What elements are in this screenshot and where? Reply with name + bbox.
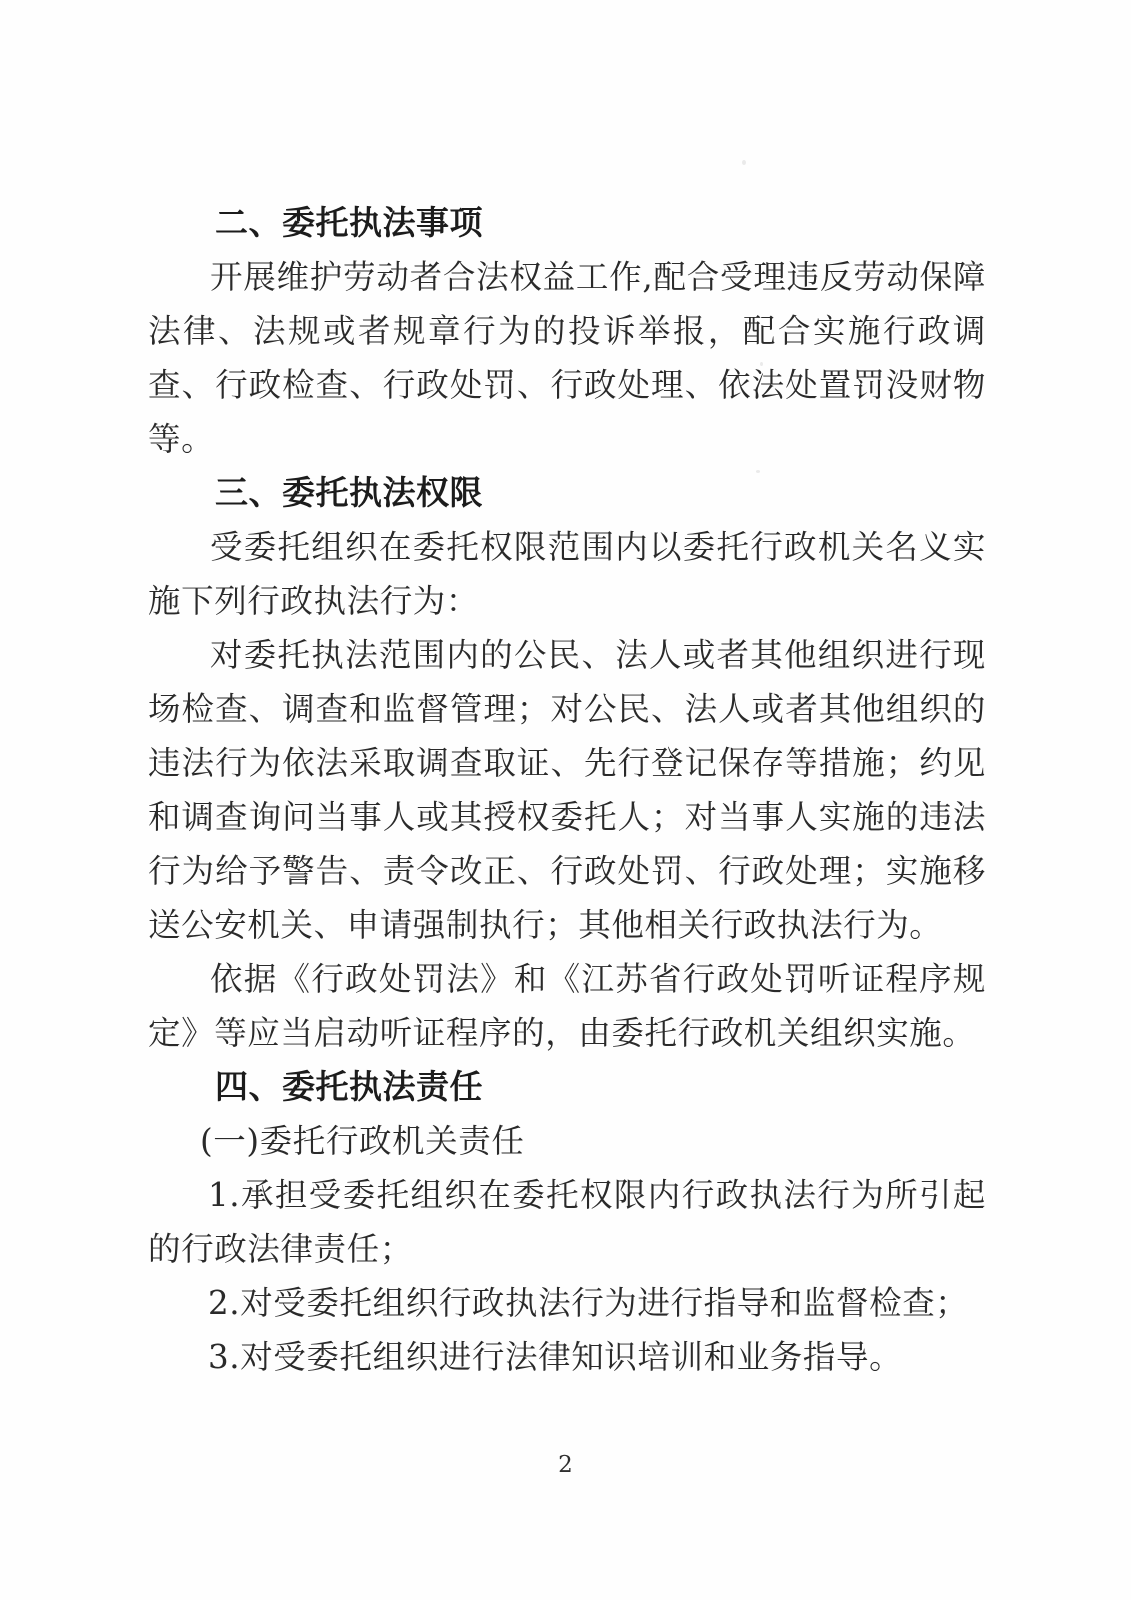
section-4-subheading: (一)委托行政机关责任 xyxy=(200,1122,525,1160)
section-heading-2: 二、委托执法事项 xyxy=(215,203,483,242)
section-heading-4: 四、委托执法责任 xyxy=(215,1067,483,1106)
section-3-paragraph-3: 依据《行政处罚法》和《江苏省行政处罚听证程序规定》等应当启动听证程序的，由委托行政机关组织实施。 xyxy=(148,960,986,1052)
section-heading-3: 三、委托执法权限 xyxy=(215,473,483,512)
section-3-paragraph-2: 对委托执法范围内的公民、法人或者其他组织进行现场检查、调查和监督管理；对公民、法人或者其他组织的违法行为依法采取调查取证、先行登记保存等措施；约见和调查询问当事人或其授权委托人；对当事人实施的违法行为给予警告、责令改正、行政处罚、行政处理；实施移送公安机关、申请强制执行；其他相关行政执法行为。 xyxy=(148,636,986,944)
section-4-item-1: 1.承担受委托组织在委托权限内行政执法行为所引起的行政法律责任； xyxy=(148,1176,986,1268)
document-body xyxy=(148,196,986,1384)
scan-speckle xyxy=(742,160,746,165)
section-4-item-3: 3.对受委托组织进行法律知识培训和业务指导。 xyxy=(208,1338,903,1376)
section-2-paragraph-1: 开展维护劳动者合法权益工作,配合受理违反劳动保障法律、法规或者规章行为的投诉举报，配合实施行政调查、行政检查、行政处罚、行政处理、依法处置罚没财物等。 xyxy=(148,258,986,458)
section-3-paragraph-1: 受委托组织在委托权限范围内以委托行政机关名义实施下列行政执法行为： xyxy=(148,528,986,620)
page-number: 2 xyxy=(558,1452,573,1478)
section-4-item-2: 2.对受委托组织行政执法行为进行指导和监督检查； xyxy=(208,1284,969,1322)
